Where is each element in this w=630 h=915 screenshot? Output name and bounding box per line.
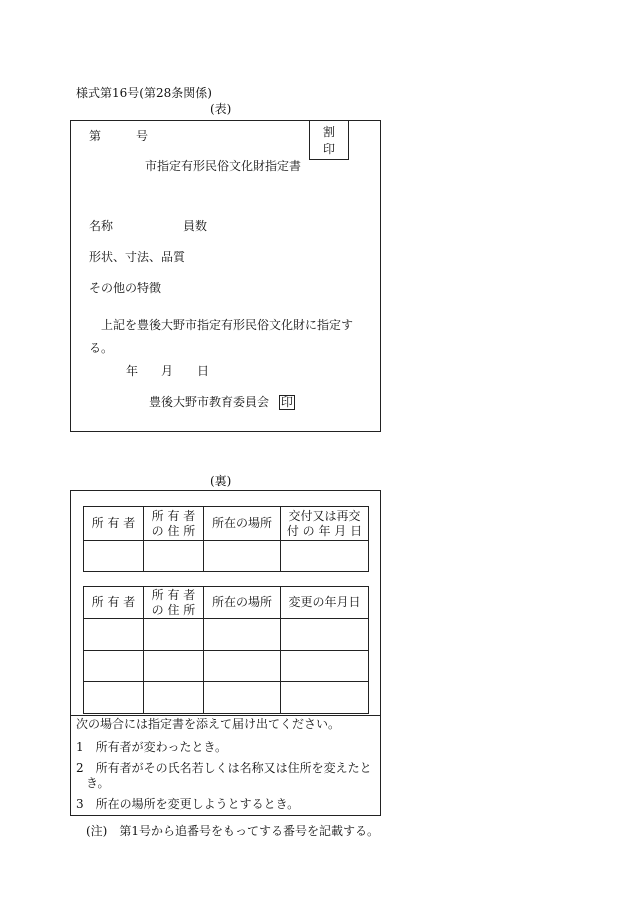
header-owner: 所 有 者 xyxy=(84,587,144,619)
table-row xyxy=(84,682,369,714)
table-cell xyxy=(84,619,144,651)
name-label: 名称 xyxy=(89,219,114,233)
issuer-line xyxy=(149,395,295,410)
header-issue-date xyxy=(281,507,369,541)
statement-line-1: 上記を豊後大野市指定有形民俗文化財に指定す xyxy=(101,318,354,332)
notice-item-2-line-1: 2 所有者がその氏名若しくは名称又は住所を変えたと xyxy=(76,761,372,775)
transfer-table xyxy=(83,506,369,572)
table-cell xyxy=(84,682,144,714)
footnote: (注) 第1号から追番号をもってする番号を記載する。 xyxy=(86,824,380,838)
date-year: 年 xyxy=(126,364,139,378)
table-cell xyxy=(204,541,281,572)
table-cell xyxy=(144,651,204,682)
back-section-left-rule xyxy=(70,716,71,815)
certificate-title: 市指定有形民俗文化財指定書 xyxy=(145,159,302,173)
header-owner-address-text: 所 有 者 の 住 所 xyxy=(151,508,196,538)
table-row xyxy=(84,619,369,651)
issuer-seal: 印 xyxy=(280,395,293,409)
table-cell xyxy=(281,682,369,714)
features-label: その他の特徴 xyxy=(89,281,162,295)
number-prefix: 第 xyxy=(89,129,102,143)
table-cell xyxy=(281,541,369,572)
back-section-right-rule xyxy=(380,716,381,815)
header-location: 所在の場所 xyxy=(204,587,281,619)
table-cell xyxy=(204,619,281,651)
header-owner-address xyxy=(144,507,204,541)
shape-label: 形状、寸法、品質 xyxy=(89,250,186,264)
header-owner: 所 有 者 xyxy=(84,507,144,541)
change-table xyxy=(83,586,369,714)
table-cell xyxy=(84,651,144,682)
table-cell xyxy=(281,651,369,682)
table-cell xyxy=(204,651,281,682)
header-issue-date-text: 交付又は再交 付 の 年 月 日 xyxy=(286,508,363,538)
table-cell xyxy=(144,541,204,572)
number-suffix: 号 xyxy=(136,129,149,143)
notice-item-1: 1 所有者が変わったとき。 xyxy=(76,740,228,754)
form-title: 様式第16号(第28条関係) xyxy=(76,86,212,100)
seal-char-1: 割 xyxy=(323,125,336,139)
table-row xyxy=(84,541,369,572)
table-cell xyxy=(84,541,144,572)
date-month: 月 xyxy=(161,364,174,378)
statement-line-2: る。 xyxy=(89,341,114,355)
notice-intro: 次の場合には指定書を添えて届け出てください。 xyxy=(76,717,341,731)
issuer-name: 豊後大野市教育委員会 xyxy=(149,395,270,409)
header-owner-address xyxy=(144,587,204,619)
table-cell xyxy=(281,619,369,651)
notice-item-2-line-2: き。 xyxy=(86,776,110,790)
count-label: 員数 xyxy=(183,219,208,233)
table-cell xyxy=(204,682,281,714)
header-owner-address-text: 所 有 者 の 住 所 xyxy=(151,587,196,617)
front-certificate-box xyxy=(70,120,381,432)
seal-char-2: 印 xyxy=(323,142,336,156)
table-cell xyxy=(144,682,204,714)
header-change-date: 変更の年月日 xyxy=(281,587,369,619)
tally-seal-box xyxy=(309,120,349,160)
front-label: (表) xyxy=(210,102,232,116)
header-location: 所在の場所 xyxy=(204,507,281,541)
notice-item-3: 3 所在の場所を変更しようとするとき。 xyxy=(76,797,300,811)
date-day: 日 xyxy=(197,364,210,378)
table-cell xyxy=(144,619,204,651)
transfer-table-header-row xyxy=(84,507,369,541)
table-row xyxy=(84,651,369,682)
back-section-bottom-rule xyxy=(70,815,381,816)
back-label: (裏) xyxy=(210,474,232,488)
change-table-header-row xyxy=(84,587,369,619)
